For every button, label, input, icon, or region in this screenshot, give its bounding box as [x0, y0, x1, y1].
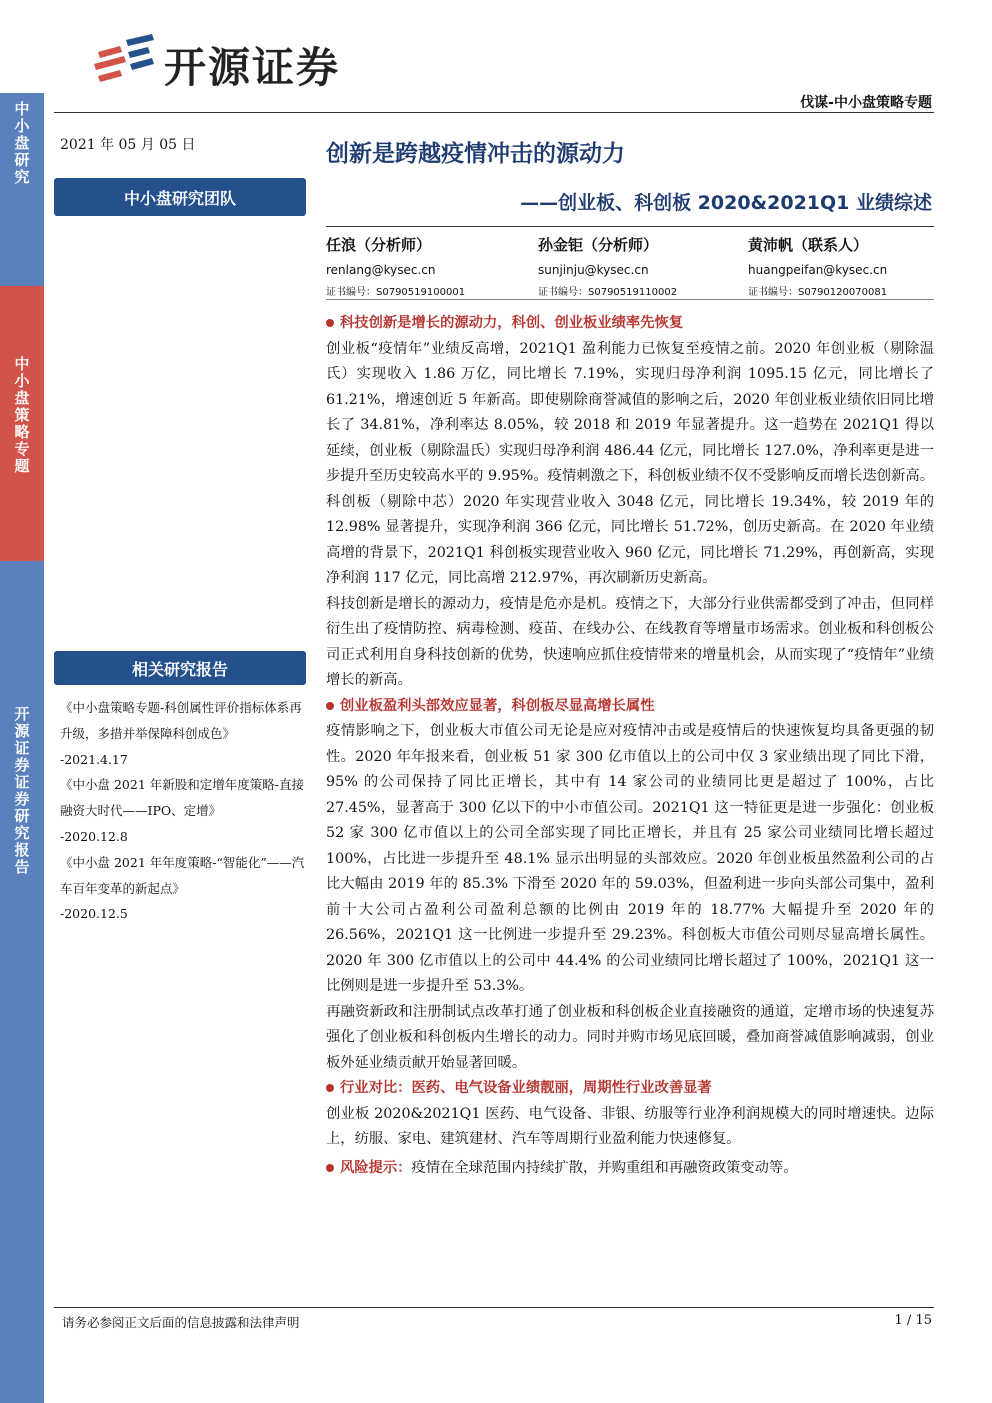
bullet-dot-icon	[326, 319, 334, 327]
related-report-item[interactable]: 《中小盘策略专题-科创属性评价指标体系再升级，多措并举保障科创成色》	[60, 700, 302, 741]
header-divider	[54, 112, 934, 113]
page-title: 创新是跨越疫情冲击的源动力	[326, 141, 625, 167]
side-label-company: 开源证券 证券研究报告	[0, 561, 44, 1403]
related-report-item[interactable]: 《中小盘 2021 年新股和定增年度策略-直接融资大时代——IPO、定增》	[60, 777, 304, 819]
analyst-2	[538, 234, 677, 298]
side-label-strategy: 中小盘策略专题	[0, 286, 44, 561]
section-heading: 科技创新是增长的源动力，科创、创业板业绩率先恢复	[326, 311, 934, 337]
related-reports-header: 相关研究报告	[54, 651, 306, 685]
side-label-research: 中小盘研究	[0, 93, 44, 286]
company-logo	[90, 32, 380, 92]
analyst-divider	[326, 299, 934, 300]
logo-mark-icon	[90, 32, 160, 92]
analyst-cert: 证书编号：S0790519100001	[326, 287, 466, 298]
page-subtitle: ——创业板、科创板 2020&2021Q1 业绩综述	[520, 192, 932, 214]
risk-warning	[326, 1156, 934, 1182]
page-number: 1 / 15	[894, 1313, 932, 1328]
analyst-cert: 证书编号：S0790519110002	[538, 287, 678, 298]
section-heading: 创业板盈利头部效应显著，科创板尽显高增长属性	[326, 694, 934, 720]
logo-text: 开源证券	[164, 43, 341, 92]
section-heading: 行业对比：医药、电气设备业绩靓丽，周期性行业改善显著	[326, 1076, 934, 1102]
main-body	[326, 311, 934, 1181]
related-report-item[interactable]: 《中小盘 2021 年年度策略-“智能化”——汽车百年变革的新起点》	[60, 854, 305, 896]
body-paragraph: 疫情影响之下，创业板大市值公司无论是应对疫情冲击或是疫情后的快速恢复均具备更强的韧性。2020 年年报来看，创业板 51 家 300 亿市值以上的公司中仅 3 家业绩出现了同比下滑，95% 的公司保持了同比正增长，其中有 14 家公司的业绩同比更是超过了 100%，占比 27.45%，显著高于 300 亿以下的中小市值公司。2021Q1 这一特征更是进一步强化：创业板 52 家 300 亿市值以上的公司全部实现了同比正增长，并且有 25 家公司业绩同比增长超过 100%，占比进一步提升至 48.1% 显示出明显的头部效应。2020 年创业板虽然盈利公司的占比大幅由 2019 年的 85.3% 下滑至 2020 年的 59.03%，但盈利进一步向头部公司集中，盈利前十大公司占盈利公司盈利总额的比例由 2019 年的 18.77% 大幅提升至 2020 年的 26.56%，2021Q1 这一比例进一步提升至 29.23%。科创板大市值公司则尽显高增长属性。2020 年 300 亿市值以上的公司中 44.4% 的公司业绩同比增长超过了 100%，2021Q1 这一比例则是进一步提升至 53.3%。	[326, 723, 934, 994]
related-reports-list	[60, 695, 310, 927]
related-report-date: -2020.12.5	[60, 906, 128, 922]
analyst-email[interactable]: sunjinju@kysec.cn	[538, 263, 649, 277]
bullet-dot-icon	[326, 1084, 334, 1092]
related-report-date: -2021.4.17	[60, 751, 128, 767]
bullet-dot-icon	[326, 1164, 334, 1172]
analyst-1	[326, 234, 465, 298]
body-paragraph: 创业板 2020&2021Q1 医药、电气设备、非银、纺服等行业净利润规模大的同时增速快。边际上，纺服、家电、建筑建材、汽车等周期行业盈利能力快速修复。	[326, 1105, 934, 1147]
body-paragraph: 创业板“疫情年”业绩反高增，2021Q1 盈利能力已恢复至疫情之前。2020 年创业板（剔除温氏）实现收入 1.86 万亿，同比增长 7.19%，实现归母净利润 1095.15 亿元，同比增长了 61.21%，增速创近 5 年新高。即使剔除商誉减值的影响之后，2020 年创业板业绩依旧同比增长了 34.81%，净利率达 8.05%，较 2018 和 2019 年显著提升。这一趋势在 2021Q1 得以延续，创业板（剔除温氏）实现归母净利润 486.44 亿元，同比增长 127.0%，净利率更是进一步提升至历史较高水平的 9.95%。疫情刺激之下，科创板业绩不仅不受影响反而增长迭创新高。科创板（剔除中芯）2020 年实现营业收入 3048 亿元，同比增长 19.34%，较 2019 年的 12.98% 显著提升，实现净利润 366 亿元，同比增长 51.72%，创历史新高。在 2020 年业绩高增的背景下，2021Q1 科创板实现营业收入 960 亿元，同比增长 71.29%，再创新高，实现净利润 117 亿元，同比高增 212.97%，再次刷新历史新高。	[326, 340, 934, 586]
analyst-email[interactable]: renlang@kysec.cn	[326, 263, 436, 277]
report-date: 2021 年 05 月 05 日	[60, 137, 196, 153]
analyst-name: 黄沛帆（联系人）	[748, 236, 869, 254]
risk-text: 疫情在全球范围内持续扩散，并购重组和再融资政策变动等。	[411, 1159, 798, 1176]
analyst-cert: 证书编号：S0790120070081	[748, 287, 888, 298]
analyst-name: 任浪（分析师）	[326, 236, 432, 254]
team-badge: 中小盘研究团队	[54, 178, 306, 216]
body-paragraph: 再融资新政和注册制试点改革打通了创业板和科创板企业直接融资的通道，定增市场的快速复苏强化了创业板和科创板内生增长的动力。同时并购市场见底回暖，叠加商誉减值影响减弱，创业板外延业绩贡献开始显著回暖。	[326, 1003, 934, 1071]
title-divider	[326, 226, 934, 227]
report-type: 伐谋-中小盘策略专题	[800, 95, 932, 111]
footer-disclaimer: 请务必参阅正文后面的信息披露和法律声明	[62, 1315, 300, 1330]
footer-divider	[54, 1307, 934, 1308]
related-report-date: -2020.12.8	[60, 828, 128, 844]
analyst-3	[748, 234, 887, 298]
analyst-email[interactable]: huangpeifan@kysec.cn	[748, 263, 888, 277]
bullet-dot-icon	[326, 702, 334, 710]
analyst-name: 孙金钜（分析师）	[538, 236, 659, 254]
risk-label: 风险提示：	[340, 1159, 412, 1176]
body-paragraph: 科技创新是增长的源动力，疫情是危亦是机。疫情之下，大部分行业供需都受到了冲击，但同样衍生出了疫情防控、病毒检测、疫苗、在线办公、在线教育等增量市场需求。创业板和科创板公司正式利用自身科技创新的优势，快速响应抓住疫情带来的增量机会，从而实现了“疫情年”业绩增长的新高。	[326, 595, 934, 688]
